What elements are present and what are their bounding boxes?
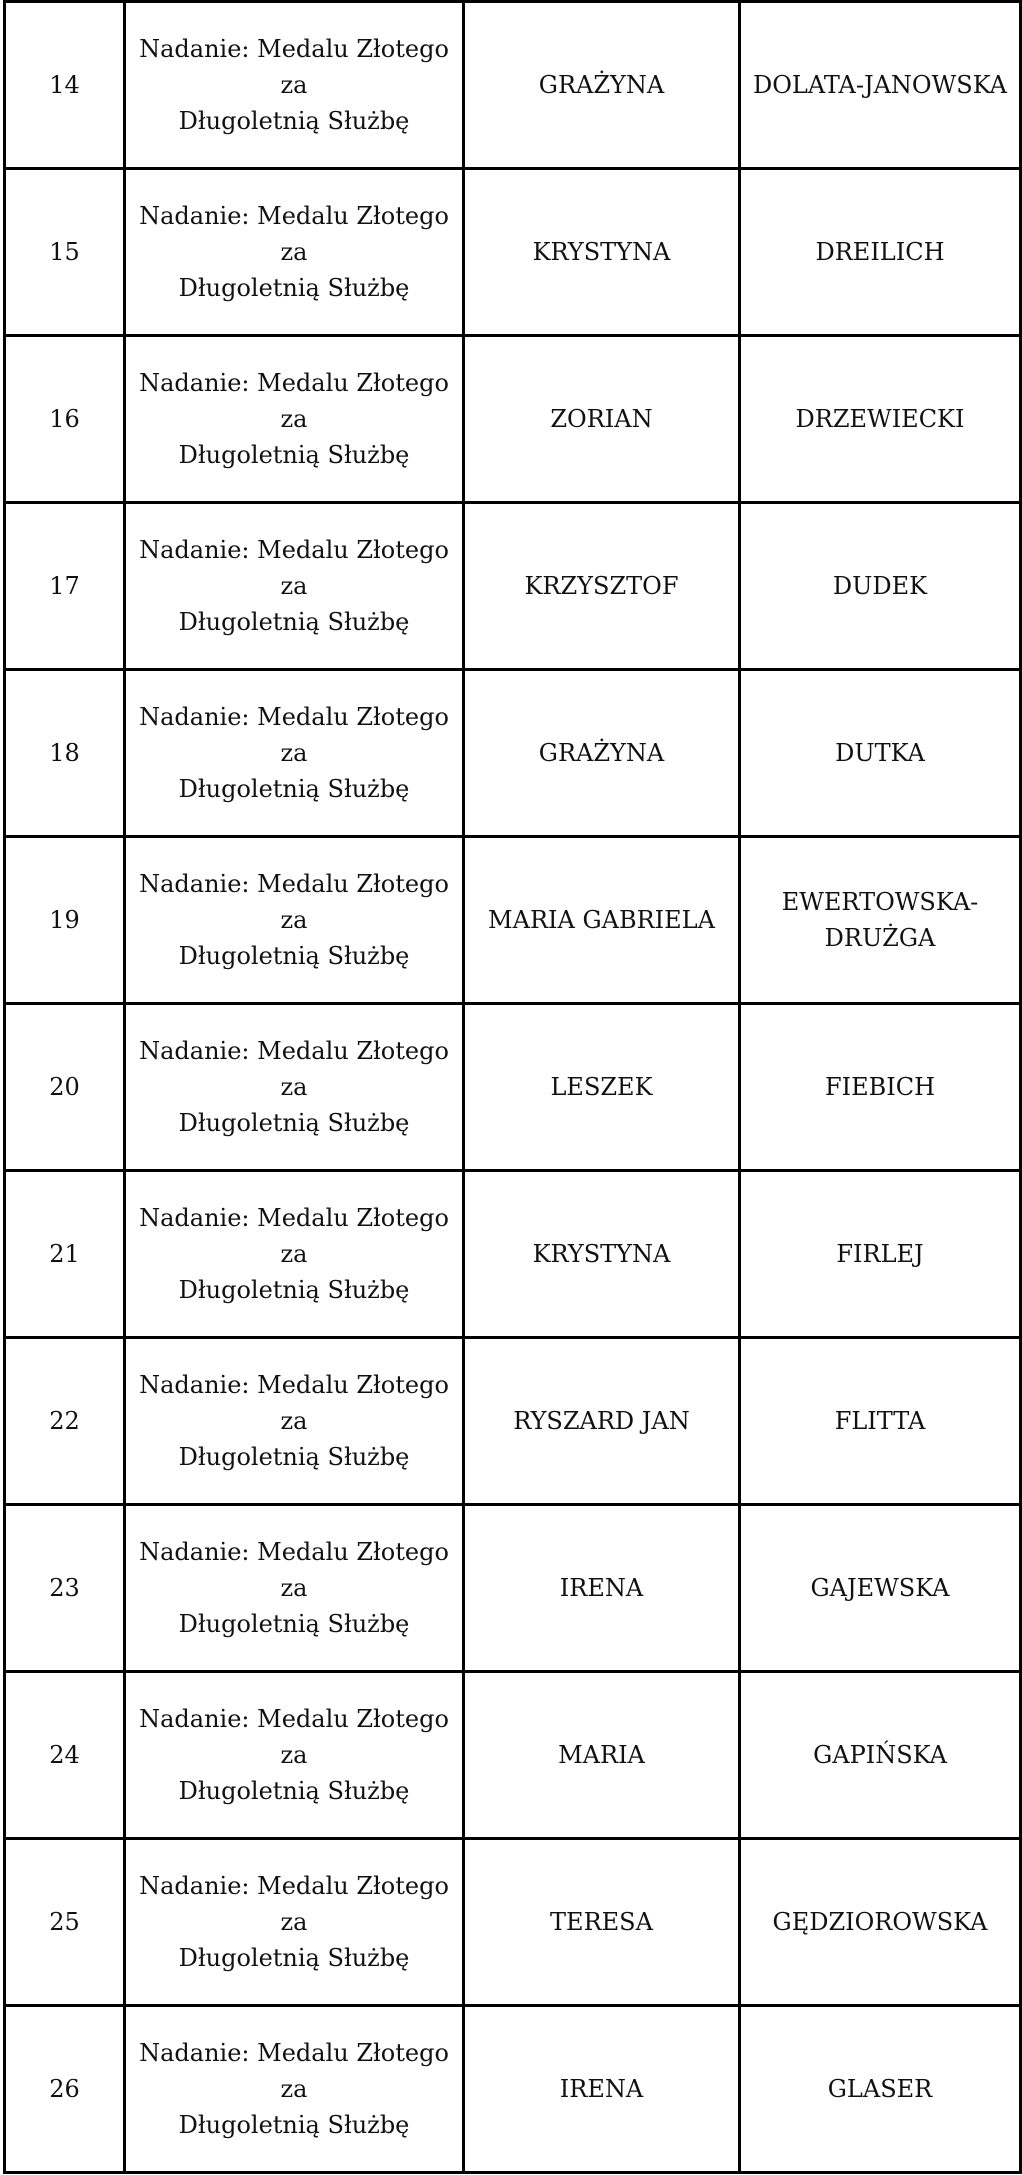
award-line-2: Długoletnią Służbę — [178, 942, 410, 970]
last-name: DUDEK — [740, 503, 1021, 670]
last-name: DUTKA — [740, 670, 1021, 837]
row-number: 15 — [5, 169, 125, 336]
row-number: 16 — [5, 336, 125, 503]
table-row — [5, 2, 1021, 169]
award-name — [125, 1672, 464, 1839]
row-number: 17 — [5, 503, 125, 670]
award-name — [125, 1505, 464, 1672]
award-name — [125, 2, 464, 169]
last-name: GĘDZIOROWSKA — [740, 1839, 1021, 2006]
last-name: DRZEWIECKI — [740, 336, 1021, 503]
first-name: LESZEK — [464, 1004, 740, 1171]
award-line-1: Nadanie: Medalu Złotego za — [139, 870, 449, 934]
first-name: GRAŻYNA — [464, 2, 740, 169]
last-name: FIRLEJ — [740, 1171, 1021, 1338]
award-line-1: Nadanie: Medalu Złotego za — [139, 703, 449, 767]
award-line-2: Długoletnią Służbę — [178, 2111, 410, 2139]
last-name: FLITTA — [740, 1338, 1021, 1505]
first-name: TERESA — [464, 1839, 740, 2006]
awards-table-body — [5, 2, 1021, 2173]
award-line-1: Nadanie: Medalu Złotego za — [139, 2039, 449, 2103]
award-line-1: Nadanie: Medalu Złotego za — [139, 1037, 449, 1101]
table-row — [5, 1839, 1021, 2006]
table-row — [5, 503, 1021, 670]
table-row — [5, 1672, 1021, 1839]
last-name: DREILICH — [740, 169, 1021, 336]
table-row — [5, 169, 1021, 336]
award-line-1: Nadanie: Medalu Złotego za — [139, 1538, 449, 1602]
award-line-2: Długoletnią Służbę — [178, 1944, 410, 1972]
award-line-1: Nadanie: Medalu Złotego za — [139, 536, 449, 600]
table-row — [5, 1171, 1021, 1338]
row-number: 25 — [5, 1839, 125, 2006]
row-number: 18 — [5, 670, 125, 837]
award-line-2: Długoletnią Służbę — [178, 274, 410, 302]
last-name: GLASER — [740, 2006, 1021, 2173]
award-line-1: Nadanie: Medalu Złotego za — [139, 369, 449, 433]
table-row — [5, 1505, 1021, 1672]
first-name: GRAŻYNA — [464, 670, 740, 837]
award-line-2: Długoletnią Służbę — [178, 1109, 410, 1137]
award-line-1: Nadanie: Medalu Złotego za — [139, 1371, 449, 1435]
award-line-1: Nadanie: Medalu Złotego za — [139, 35, 449, 99]
table-row — [5, 1004, 1021, 1171]
last-name: GAJEWSKA — [740, 1505, 1021, 1672]
first-name: IRENA — [464, 2006, 740, 2173]
award-line-1: Nadanie: Medalu Złotego za — [139, 1204, 449, 1268]
award-line-2: Długoletnią Służbę — [178, 441, 410, 469]
table-row — [5, 670, 1021, 837]
first-name: KRYSTYNA — [464, 169, 740, 336]
award-line-2: Długoletnią Służbę — [178, 608, 410, 636]
first-name: KRYSTYNA — [464, 1171, 740, 1338]
award-name — [125, 1338, 464, 1505]
awards-table — [3, 0, 1022, 2174]
award-line-2: Długoletnią Służbę — [178, 1276, 410, 1304]
award-name — [125, 670, 464, 837]
award-line-2: Długoletnią Służbę — [178, 1610, 410, 1638]
first-name: MARIA GABRIELA — [464, 837, 740, 1004]
row-number: 26 — [5, 2006, 125, 2173]
award-line-2: Długoletnią Służbę — [178, 1443, 410, 1471]
table-row — [5, 2006, 1021, 2173]
first-name: RYSZARD JAN — [464, 1338, 740, 1505]
award-name — [125, 1171, 464, 1338]
table-row — [5, 336, 1021, 503]
row-number: 21 — [5, 1171, 125, 1338]
award-name — [125, 1839, 464, 2006]
award-line-2: Długoletnią Służbę — [178, 1777, 410, 1805]
row-number: 14 — [5, 2, 125, 169]
row-number: 20 — [5, 1004, 125, 1171]
award-name — [125, 1004, 464, 1171]
award-name — [125, 169, 464, 336]
award-name — [125, 2006, 464, 2173]
row-number: 23 — [5, 1505, 125, 1672]
first-name: KRZYSZTOF — [464, 503, 740, 670]
first-name: IRENA — [464, 1505, 740, 1672]
award-line-1: Nadanie: Medalu Złotego za — [139, 202, 449, 266]
row-number: 19 — [5, 837, 125, 1004]
first-name: MARIA — [464, 1672, 740, 1839]
award-name — [125, 336, 464, 503]
last-name: DOLATA-JANOWSKA — [740, 2, 1021, 169]
row-number: 22 — [5, 1338, 125, 1505]
row-number: 24 — [5, 1672, 125, 1839]
first-name: ZORIAN — [464, 336, 740, 503]
award-line-1: Nadanie: Medalu Złotego za — [139, 1705, 449, 1769]
award-line-2: Długoletnią Służbę — [178, 107, 410, 135]
last-name: FIEBICH — [740, 1004, 1021, 1171]
award-line-2: Długoletnią Służbę — [178, 775, 410, 803]
table-row — [5, 837, 1021, 1004]
table-row — [5, 1338, 1021, 1505]
last-name: GAPIŃSKA — [740, 1672, 1021, 1839]
award-name — [125, 503, 464, 670]
last-name: EWERTOWSKA-DRUŻGA — [740, 837, 1021, 1004]
award-line-1: Nadanie: Medalu Złotego za — [139, 1872, 449, 1936]
award-name — [125, 837, 464, 1004]
